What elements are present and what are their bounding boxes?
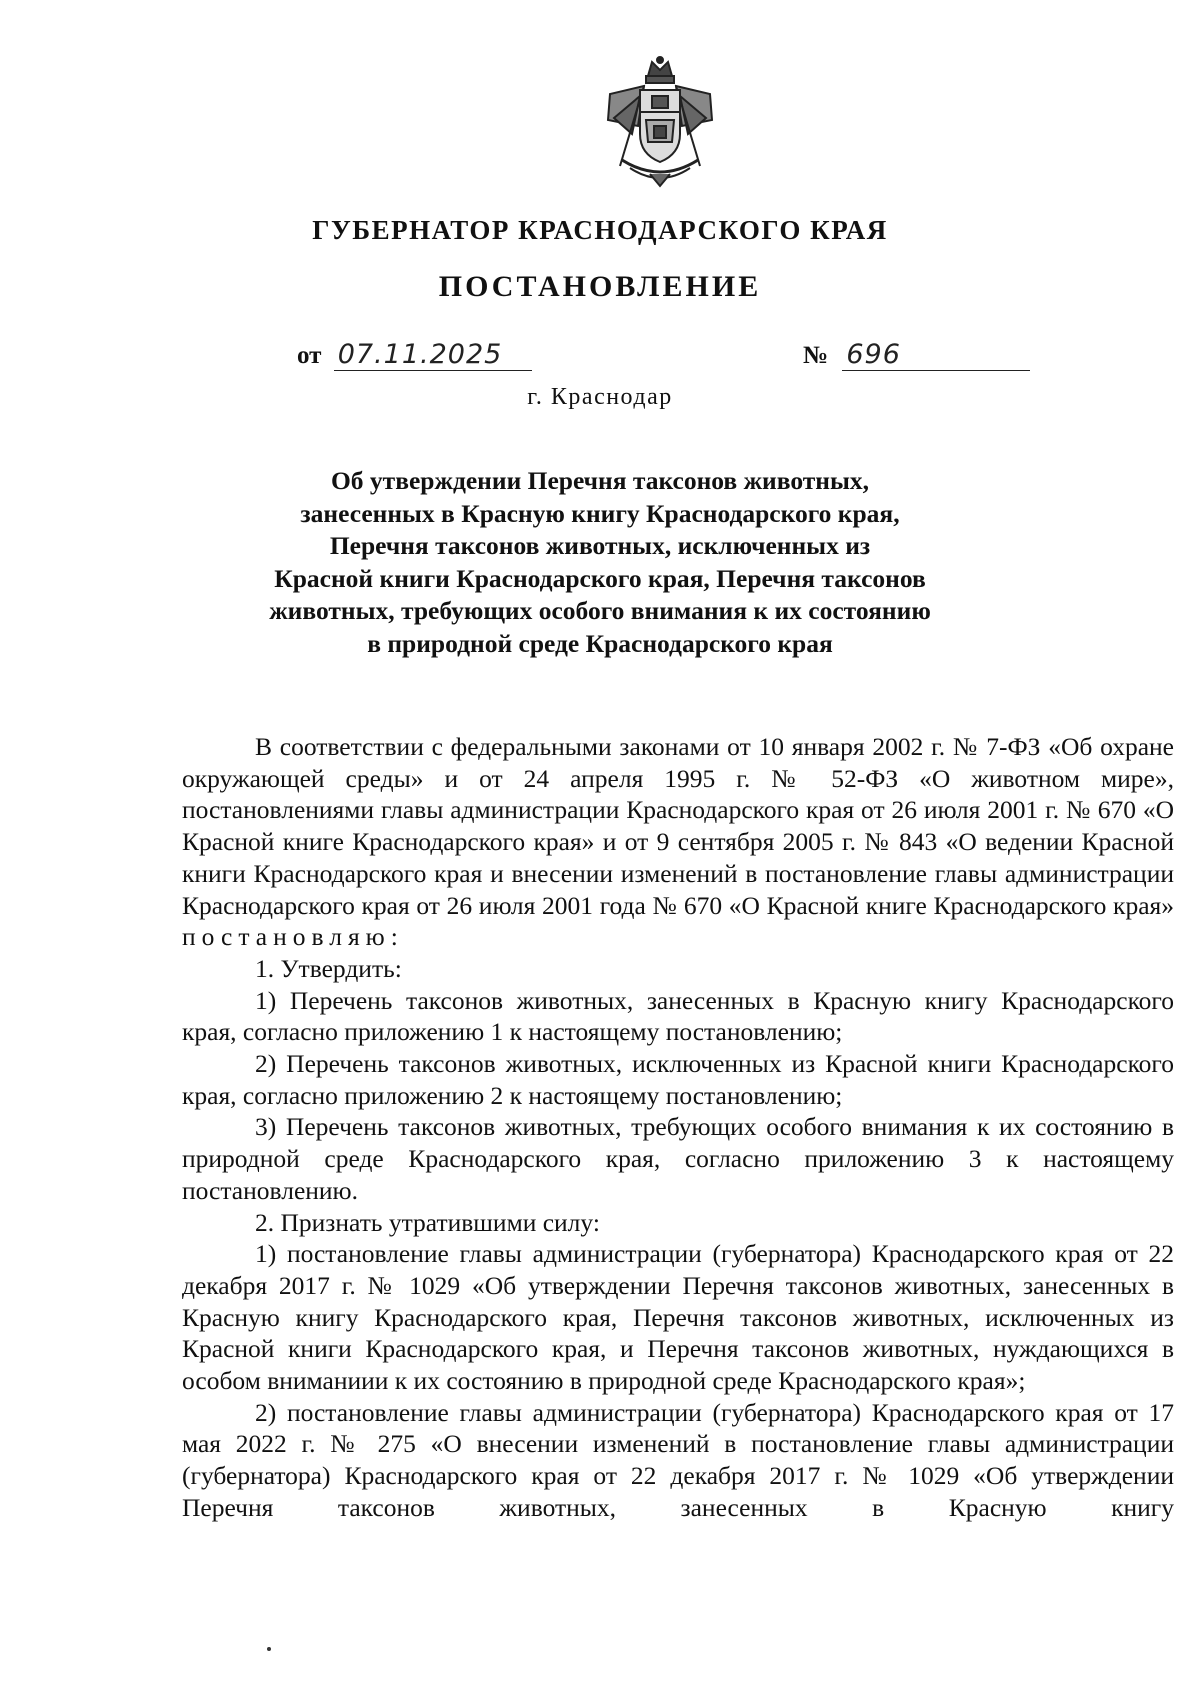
city: г. Краснодар xyxy=(527,384,673,410)
number-prefix: № xyxy=(803,342,829,369)
preamble-text: В соответствии с федеральными законами от 10 января 2002 г. № 7-ФЗ «Об охране окружающей среды» и от 24 апреля 1995 г. № 52-ФЗ «О животном мире», постановлениями главы администрации Краснодарского края от 26 июля 2001 г. № 670 «О Красной книге Краснодарского края» и от 9 сентября 2005 г. № 843 «О ведении Красной книги Краснодарского края и внесении изменений в постановление главы администрации Краснодарского края от 26 июля 2001 года № 670 «О Красной книге Краснодарского края» xyxy=(182,732,1174,920)
title-line: в природной среде Краснодарского края xyxy=(367,628,833,658)
item-1-2: 2) Перечень таксонов животных, исключенных из Красной книги Краснодарского края, согласно приложению 2 к настоящему постановлению; xyxy=(182,1049,1174,1110)
item-1-heading: 1. Утвердить: xyxy=(255,953,402,983)
issuing-authority: ГУБЕРНАТОР КРАСНОДАРСКОГО КРАЯ xyxy=(312,215,888,245)
document-type: ПОСТАНОВЛЕНИЕ xyxy=(438,270,762,303)
item-1-3: 3) Перечень таксонов животных, требующих особого внимания к их состоянию в природной среде Краснодарского края, согласно приложению 3 к настоящему постановлению. xyxy=(182,1112,1174,1205)
date-prefix: от xyxy=(297,342,322,369)
item-2-2: 2) постановление главы администрации (губернатора) Краснодарского края от 17 мая 2022 г. № 275 «О внесении изменений в постановление главы администрации (губернатора) Краснодарского края от 22 декабря 2017 г. № 1029 «Об утверждении Перечня таксонов животных, занесенных в Красную книгу xyxy=(182,1397,1174,1522)
title-line: Перечня таксонов животных, исключенных из xyxy=(329,531,871,561)
number-value: 696 xyxy=(842,339,1030,371)
item-2-1: 1) постановление главы администрации (губернатора) Краснодарского края от 22 декабря 2017 г. № 1029 «Об утверждении Перечня таксонов животных, занесенных в Красную книгу Краснодарского края, Перечня таксонов животных, исключенных из Красной книги Краснодарского края, и Перечня таксонов животных, нуждающихся в особом вниманиии к их состоянию в природной среде Краснодарского края»; xyxy=(182,1239,1174,1396)
decree-word: постановляю: xyxy=(182,922,404,952)
coat-of-arms-icon xyxy=(600,56,720,191)
title-line: Красной книги Краснодарского края, Перечня таксонов xyxy=(274,563,926,593)
preamble-paragraph xyxy=(182,731,1174,953)
title-line: занесенных в Красную книгу Краснодарского края, xyxy=(300,498,900,528)
document-title xyxy=(240,465,960,661)
date-value: 07.11.2025 xyxy=(334,339,532,371)
title-line: животных, требующих особого внимания к их состоянию xyxy=(269,596,931,626)
scan-artifact xyxy=(267,1647,271,1651)
date-field xyxy=(297,339,532,371)
item-2-heading: 2. Признать утратившими силу: xyxy=(255,1207,600,1237)
number-field xyxy=(803,339,1030,371)
title-line: Об утверждении Перечня таксонов животных, xyxy=(330,466,870,495)
item-1-1: 1) Перечень таксонов животных, занесенных в Красную книгу Краснодарского края, согласно приложению 1 к настоящему постановлению; xyxy=(182,985,1174,1047)
document-body xyxy=(182,731,1174,1524)
